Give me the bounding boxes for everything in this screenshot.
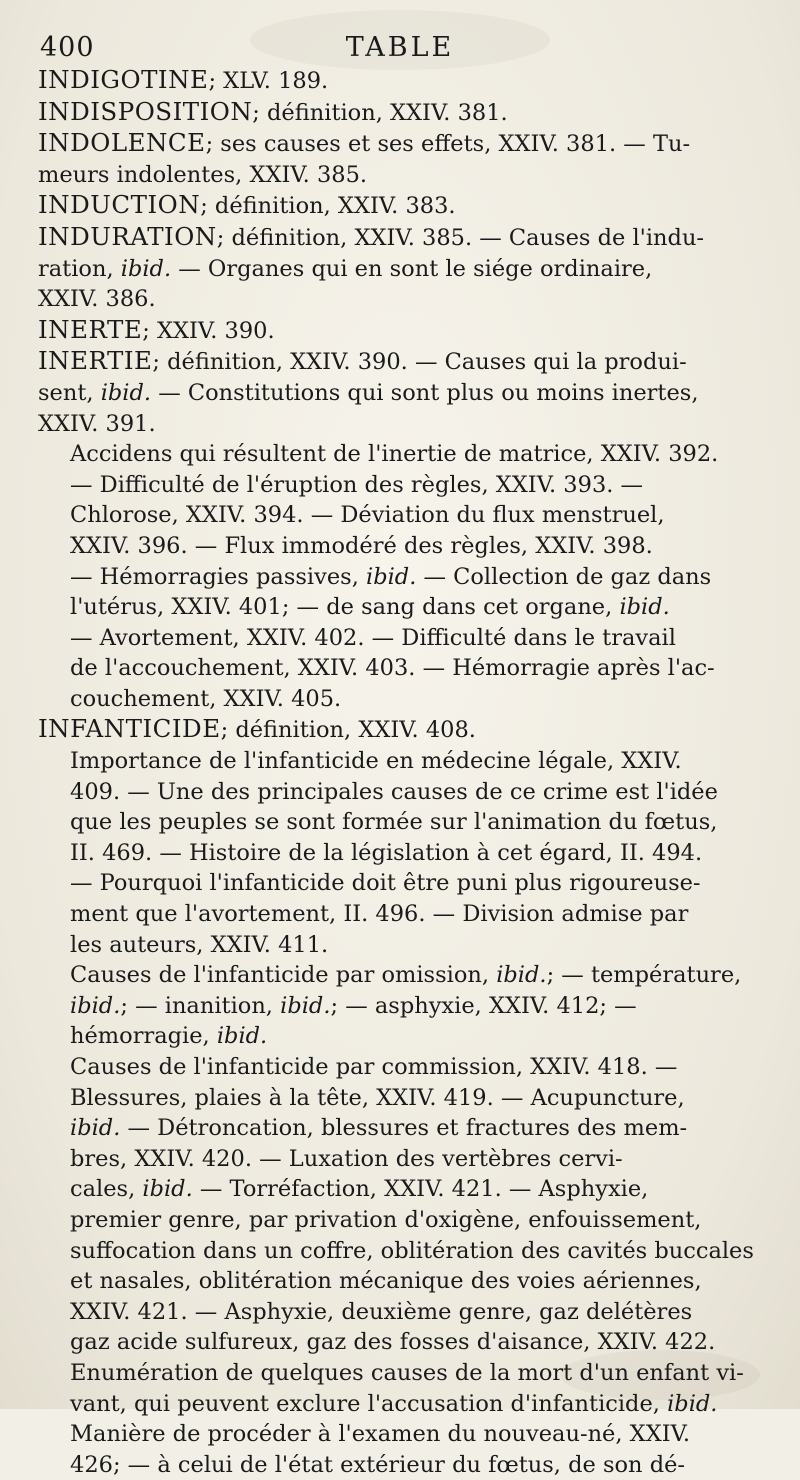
entry-line: ration, ibid. — Organes qui en sont le siége ordinaire, [38, 255, 653, 282]
entry-line: Causes de l'infanticide par omission, ibid.; — température, [70, 962, 742, 989]
entry-line: Importance de l'infanticide en médecine légale, XXIV. [70, 748, 682, 775]
entry-line: couchement, XXIV. 405. [70, 685, 342, 712]
entry-line: et nasales, oblitération mécanique des voies aériennes, [70, 1268, 702, 1295]
entry-line: 426; — à celui de l'état extérieur du fœtus, de son dé- [70, 1451, 686, 1478]
entry-line: — Hémorragies passives, ibid. — Collection de gaz dans [70, 563, 712, 590]
entry-line: ibid.; — inanition, ibid.; — asphyxie, XXIV. 412; — [70, 992, 637, 1019]
index-subentry [38, 1052, 762, 1358]
entry-line: — Difficulté de l'éruption des règles, XXIV. 393. — [70, 471, 644, 498]
index-entry [38, 190, 762, 222]
entry-headword: INERTE [38, 314, 143, 344]
entry-line: INFANTICIDE; définition, XXIV. 408. [38, 714, 476, 744]
entry-line: — Pourquoi l'infanticide doit être puni plus rigoureuse- [70, 870, 701, 897]
entry-line: II. 469. — Histoire de la législation à cet égard, II. 494. [70, 839, 703, 866]
entry-headword: INDOLENCE [38, 128, 206, 158]
index-subentry [38, 439, 762, 714]
entry-line: Blessures, plaies à la tête, XXIV. 419. — Acupuncture, [70, 1084, 685, 1111]
entry-line: INDURATION; définition, XXIV. 385. — Causes de l'indu- [38, 221, 705, 251]
entry-line: 409. — Une des principales causes de ce crime est l'idée [70, 778, 718, 805]
index-subentry [38, 960, 762, 1052]
entry-line: cales, ibid. — Torréfaction, XXIV. 421. — Asphyxie, [70, 1176, 649, 1203]
entry-line: l'utérus, XXIV. 401; — de sang dans cet organe, ibid. [70, 594, 670, 621]
entry-line: INDIGOTINE; XLV. 189. [38, 65, 329, 94]
running-title: TABLE [345, 32, 455, 63]
index-entry [38, 128, 762, 190]
entry-line: XXIV. 391. [38, 410, 156, 437]
index-entry [38, 315, 762, 347]
entry-line: bres, XXIV. 420. — Luxation des vertèbres cervi- [70, 1145, 623, 1172]
index-entry [38, 714, 762, 746]
entry-line: Chlorose, XXIV. 394. — Déviation du flux menstruel, [70, 502, 665, 529]
entry-headword: INFANTICIDE [38, 714, 221, 744]
entry-line: suffocation dans un coffre, oblitération des cavités buccales [70, 1237, 754, 1264]
page-header [40, 32, 760, 68]
entry-line: Enumération de quelques causes de la mort d'un enfant vi- [70, 1359, 744, 1386]
entry-line: — Avortement, XXIV. 402. — Difficulté dans le travail [70, 624, 676, 651]
entry-line: les auteurs, XXIV. 411. [70, 931, 329, 958]
entry-line: Manière de procéder à l'examen du nouveau-né, XXIV. [70, 1421, 691, 1448]
entry-headword: INERTIE [38, 346, 153, 376]
entry-line: sent, ibid. — Constitutions qui sont plus ou moins inertes, [38, 379, 699, 406]
index-subentry [38, 1358, 762, 1419]
entry-line: XXIV. 386. [38, 286, 156, 313]
entry-line: gaz acide sulfureux, gaz des fosses d'aisance, XXIV. 422. [70, 1329, 716, 1356]
entry-line: ment que l'avortement, II. 496. — Division admise par [70, 901, 689, 928]
entry-line: meurs indolentes, XXIV. 385. [38, 161, 368, 188]
entry-line: INERTIE; définition, XXIV. 390. — Causes qui la produi- [38, 346, 687, 376]
entry-line: hémorragie, ibid. [70, 1023, 268, 1050]
entry-line: que les peuples se sont formée sur l'animation du fœtus, [70, 809, 718, 836]
index-entries [38, 65, 762, 1480]
entry-line: INDISPOSITION; définition, XXIV. 381. [38, 96, 508, 126]
entry-line: XXIV. 421. — Asphyxie, deuxième genre, gaz delétères [70, 1298, 693, 1325]
entry-line: Accidens qui résultent de l'inertie de matrice, XXIV. 392. [70, 441, 719, 468]
entry-line: vant, qui peuvent exclure l'accusation d'infanticide, ibid. [70, 1390, 718, 1417]
entry-line: XXIV. 396. — Flux immodéré des règles, XXIV. 398. [70, 532, 653, 559]
entry-line: de l'accouchement, XXIV. 403. — Hémorragie après l'ac- [70, 655, 715, 682]
entry-line: ibid. — Détroncation, blessures et fractures des mem- [70, 1115, 688, 1142]
page-number: 400 [40, 32, 95, 63]
index-subentry [38, 1419, 762, 1480]
index-entry [38, 222, 762, 315]
index-entry [38, 97, 762, 129]
entry-line: Causes de l'infanticide par commission, XXIV. 418. — [70, 1054, 678, 1080]
index-entry [38, 65, 762, 97]
entry-line: INDUCTION; définition, XXIV. 383. [38, 190, 456, 220]
entry-line: INDOLENCE; ses causes et ses effets, XXIV. 381. — Tu- [38, 128, 691, 158]
entry-headword: INDIGOTINE [38, 65, 209, 94]
index-subentry [38, 746, 762, 960]
entry-headword: INDUCTION [38, 190, 201, 220]
index-entry [38, 346, 762, 439]
entry-headword: INDISPOSITION [38, 96, 253, 126]
entry-line: premier genre, par privation d'oxigène, enfouissement, [70, 1206, 702, 1233]
entry-line: INERTE; XXIV. 390. [38, 314, 275, 344]
entry-headword: INDURATION [38, 221, 217, 251]
